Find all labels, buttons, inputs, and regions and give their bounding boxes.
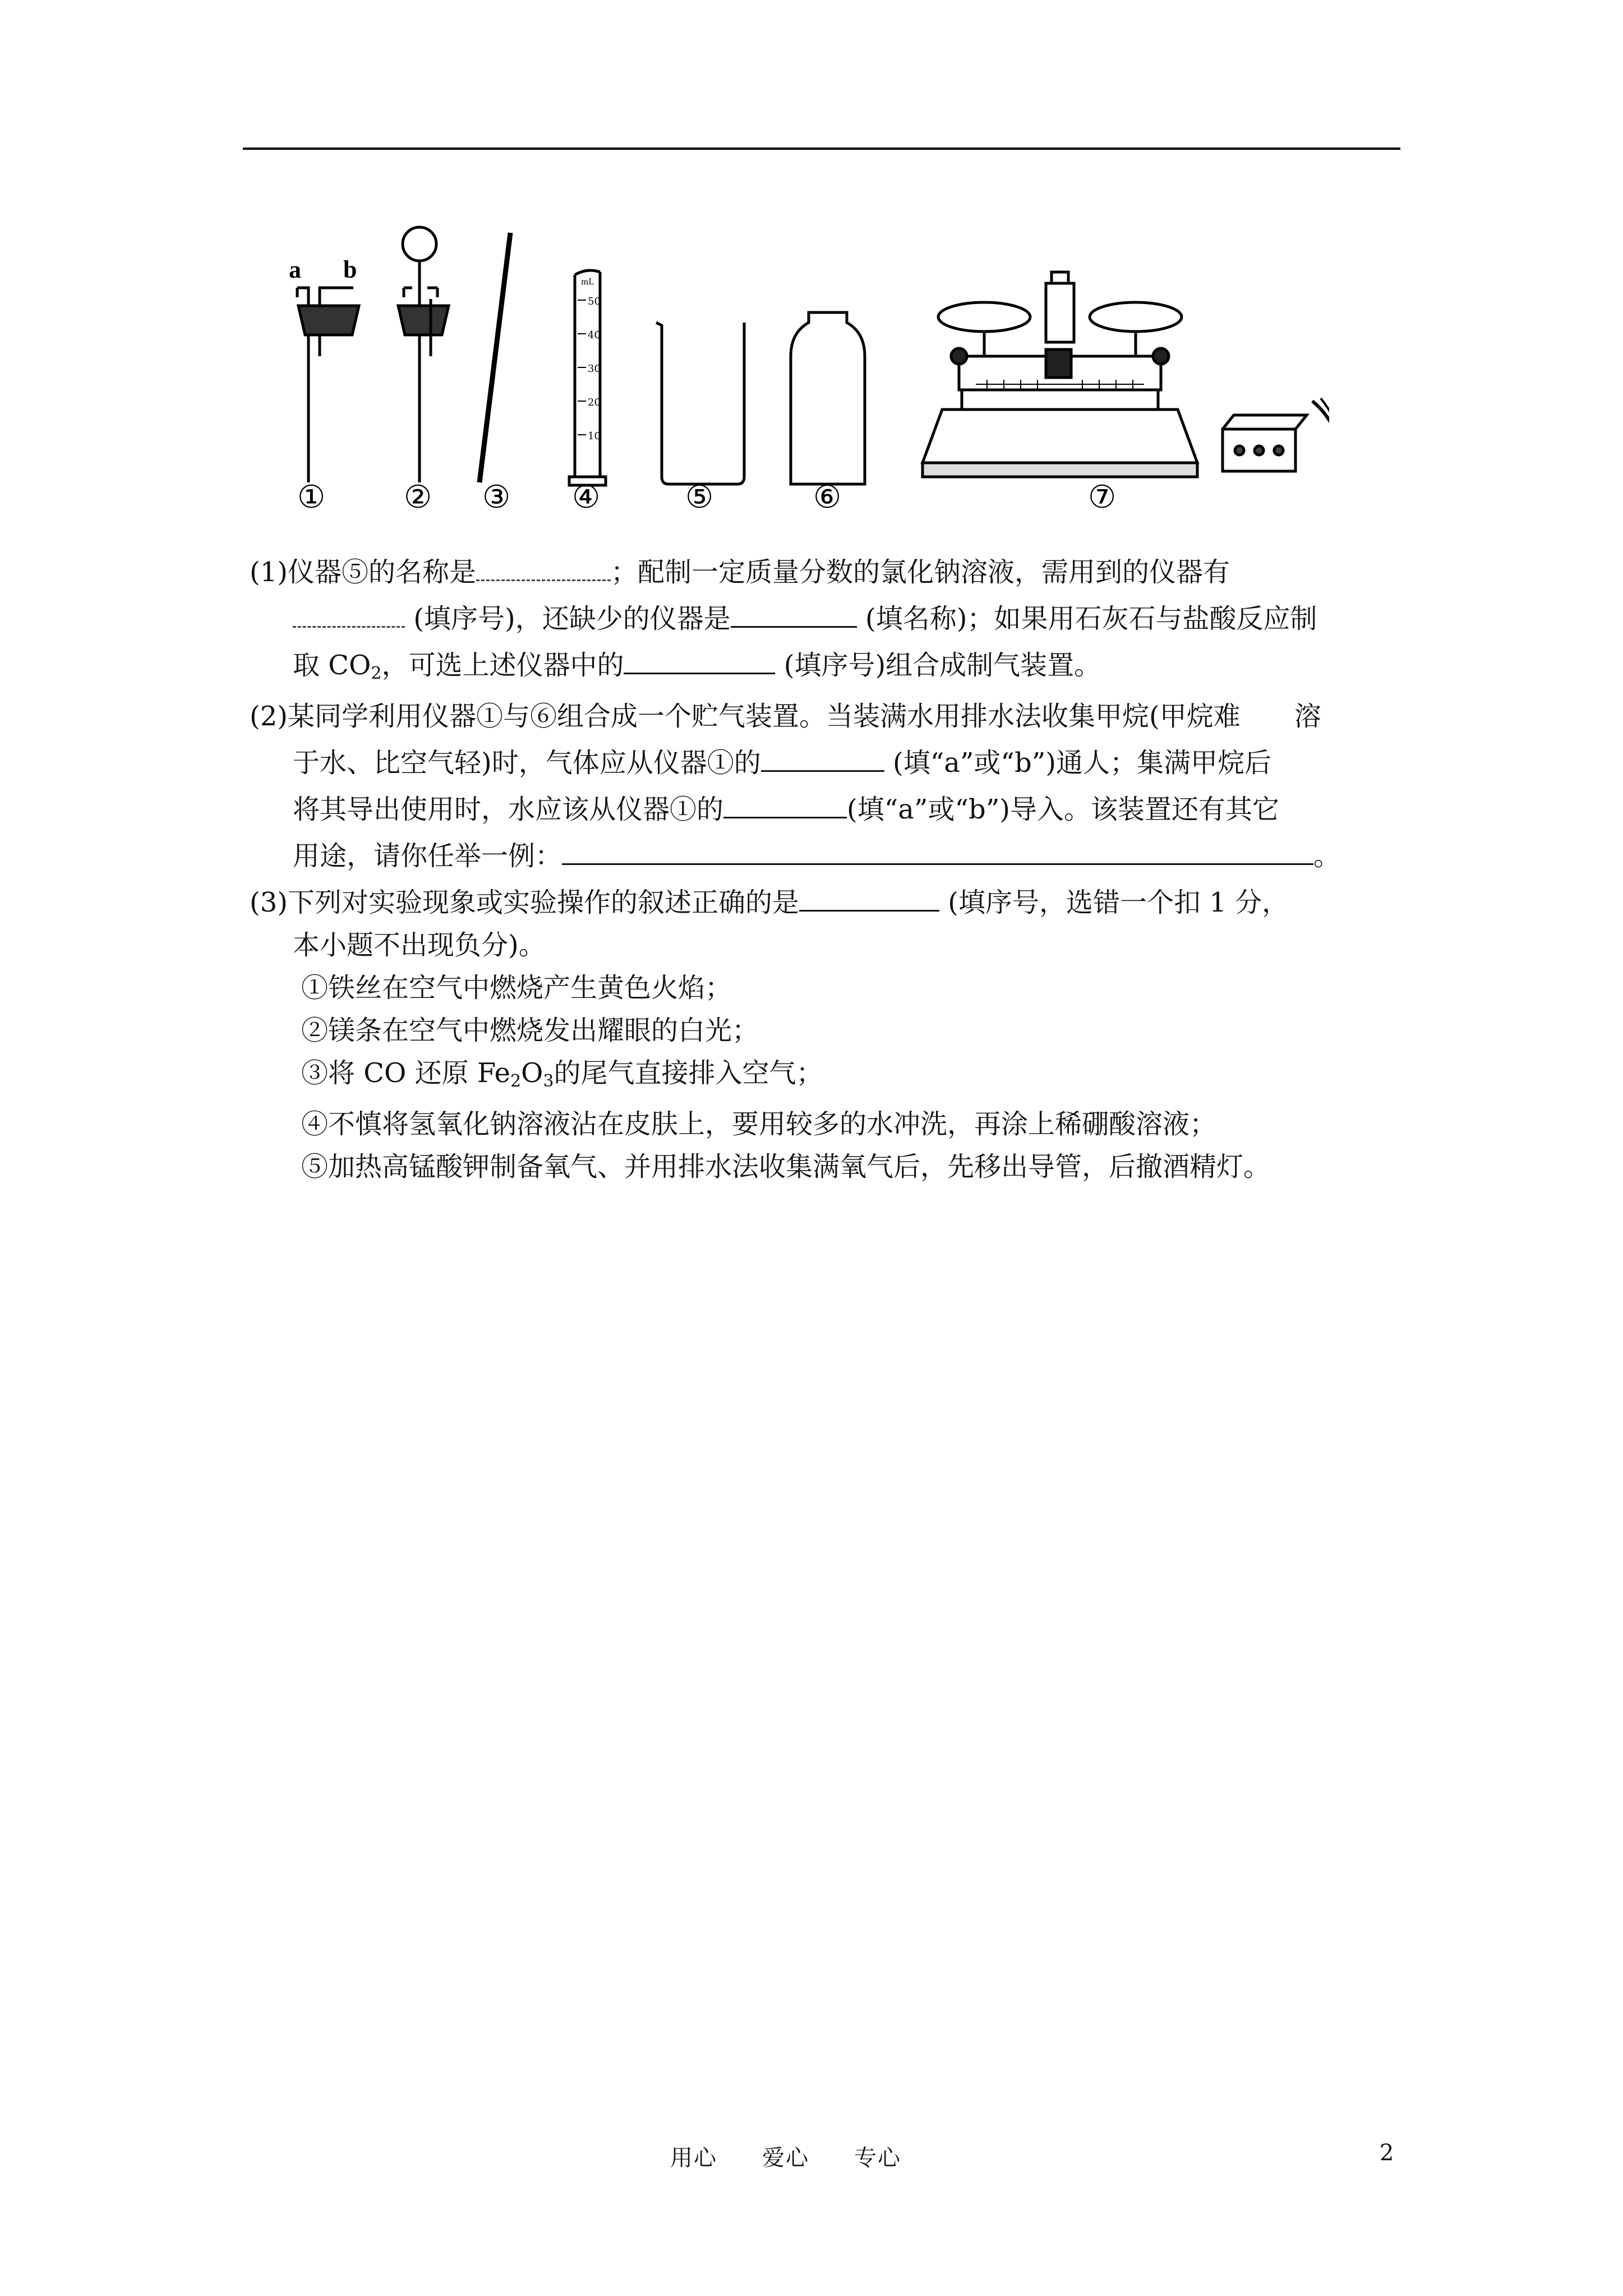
q1-text-a: (1)仪器⑤的名称是 xyxy=(250,556,476,588)
instrument-5-beaker xyxy=(656,323,744,484)
q1-blank-missing[interactable] xyxy=(731,593,857,628)
label-1: ① xyxy=(297,479,326,513)
q3-option-1: ①铁丝在空气中燃烧产生黄色火焰； xyxy=(301,972,732,1004)
q3-option-3 xyxy=(250,1052,1416,1103)
fe2-subscript: 2 xyxy=(510,1071,522,1091)
q2-line-4 xyxy=(250,831,1416,877)
label-2: ② xyxy=(404,479,432,513)
scale-50: 50 xyxy=(588,296,601,307)
q2-line-2 xyxy=(250,738,1416,784)
q1-text-d: (填名称)；如果用石灰石与盐酸反应制 xyxy=(865,603,1317,634)
q1-text-g: (填序号)组合成制气装置。 xyxy=(783,650,1101,681)
instrument-2-funnel xyxy=(398,227,449,482)
co2-subscript: 2 xyxy=(371,664,382,683)
q3-opt3-text-a: ③将 CO 还原 Fe xyxy=(301,1057,510,1089)
q2-blank-other-use[interactable] xyxy=(562,831,1313,865)
o3-subscript: 3 xyxy=(543,1071,554,1091)
footer-motto-3: 专心 xyxy=(854,2145,901,2171)
port-b-label: b xyxy=(343,256,357,283)
q1-blank-name[interactable] xyxy=(476,547,611,581)
q3-line-1 xyxy=(250,877,1416,924)
q3-line-2: 本小题不出现负分)。 xyxy=(293,930,546,961)
scale-30: 30 xyxy=(588,363,601,375)
instrument-1-stopper-tubes xyxy=(289,256,359,482)
q3-text-a: (3)下列对实验现象或实验操作的叙述正确的是 xyxy=(250,887,799,918)
q3-blank-answer[interactable] xyxy=(799,877,939,912)
instrument-7-balance xyxy=(923,272,1329,477)
scale-10: 10 xyxy=(588,430,601,442)
q2-line-3 xyxy=(250,784,1416,831)
q1-text-c: (填序号)，还缺少的仪器是 xyxy=(413,603,731,634)
q1-text-b: ；配制一定质量分数的氯化钠溶液，需用到的仪器有 xyxy=(611,556,1230,588)
footer-motto xyxy=(670,2140,946,2172)
instrument-3-glass-rod xyxy=(479,233,510,482)
footer-motto-2: 爱心 xyxy=(762,2145,809,2171)
label-6: ⑥ xyxy=(813,479,842,513)
q1-line-2 xyxy=(250,593,1416,640)
q1-blank-instruments[interactable] xyxy=(293,593,405,628)
q3-option-5: ⑤加热高锰酸钾制备氧气、并用排水法收集满氧气后，先移出导管，后撤酒精灯。 xyxy=(301,1151,1271,1182)
q2-text-e: 用途，请你任举一例： xyxy=(293,840,562,872)
page-number: 2 xyxy=(1380,2140,1394,2166)
q3-option-2: ②镁条在空气中燃烧发出耀眼的白光； xyxy=(301,1015,759,1046)
question-content xyxy=(250,547,1416,1188)
instrument-4-measuring-cylinder xyxy=(569,270,606,485)
q2-blank-water-inlet[interactable] xyxy=(723,784,847,818)
label-3: ③ xyxy=(482,479,511,513)
cylinder-unit: mL xyxy=(581,278,594,287)
q1-text-f: ，可选上述仪器中的 xyxy=(381,650,624,681)
q1-blank-combination[interactable] xyxy=(624,640,775,674)
footer-motto-1: 用心 xyxy=(670,2145,717,2171)
q3-opt3-text-b: O xyxy=(521,1057,543,1089)
q2-text-c: 将其导出使用时，水应该从仪器①的 xyxy=(293,794,724,825)
header-rule xyxy=(243,148,1400,150)
label-7: ⑦ xyxy=(1088,479,1117,513)
q2-text-a: 于水、比空气轻)时，气体应从仪器①的 xyxy=(293,747,761,779)
scale-20: 20 xyxy=(588,397,601,408)
q2-text-d: (填“a”或“b”)导入。该装置还有其它 xyxy=(847,794,1279,825)
q2-line-1: (2)某同学利用仪器①与⑥组合成一个贮气装置。当装满水用排水法收集甲烷(甲烷难 溶 xyxy=(250,701,1321,732)
port-a-label: a xyxy=(289,256,301,283)
instrument-6-gas-jar xyxy=(791,312,865,484)
q1-line-3 xyxy=(250,640,1416,695)
q1-text-e: 取 CO xyxy=(293,650,371,681)
label-5: ⑤ xyxy=(685,479,714,513)
q3-option-4: ④不慎将氢氧化钠溶液沾在皮肤上，要用较多的水冲洗，再涂上稀硼酸溶液； xyxy=(301,1108,1217,1140)
q3-text-b: (填序号，选错一个扣 1 分， xyxy=(948,887,1289,918)
q2-text-b: (填“a”或“b”)通人；集满甲烷后 xyxy=(893,747,1271,779)
q3-opt3-text-c: 的尾气直接排入空气； xyxy=(554,1057,823,1089)
q1-line-1 xyxy=(250,547,1416,593)
lab-instruments-figure xyxy=(264,222,1329,513)
q2-text-f: 。 xyxy=(1313,840,1341,872)
scale-40: 40 xyxy=(588,329,601,341)
q2-blank-gas-inlet[interactable] xyxy=(761,738,884,772)
label-4: ④ xyxy=(572,479,601,513)
